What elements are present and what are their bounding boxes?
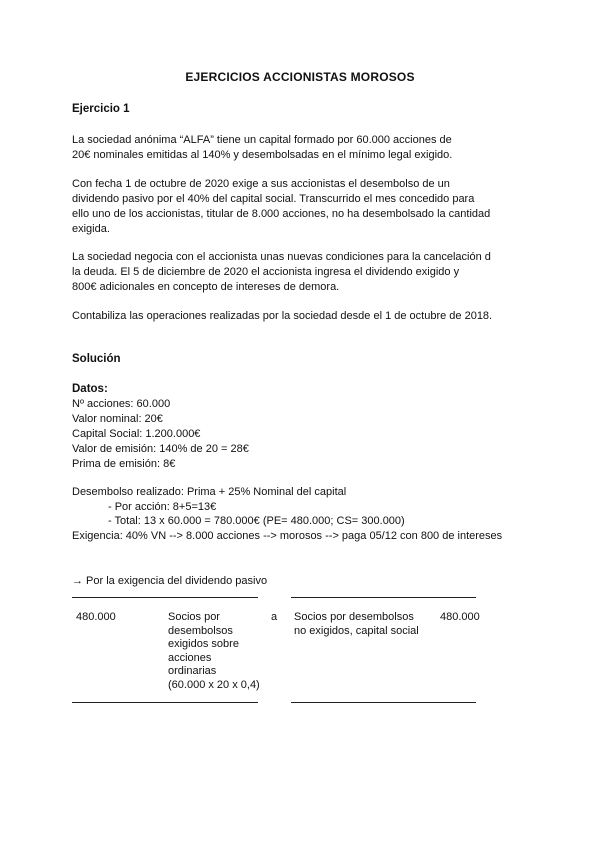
text-line: exigida. <box>72 223 110 235</box>
credit-account-line: Socios por desembolsos <box>294 611 414 623</box>
text-line: La sociedad negocia con el accionista unas nuevas condiciones para la cancelación d <box>72 251 491 263</box>
text-line: la deuda. El 5 de diciembre de 2020 el accionista ingresa el dividendo exigido y <box>72 266 460 278</box>
text-line: La sociedad anónima “ALFA” tiene un capital formado por 60.000 acciones de <box>72 134 452 146</box>
paragraph-instruction <box>72 309 512 324</box>
por-accion-line: - Por acción: 8+5=13€ <box>108 501 217 513</box>
credit-amount: 480.000 <box>440 611 480 623</box>
text-line: ello uno de los accionistas, titular de 8.000 acciones, no ha desembolsado la cantidad <box>72 208 491 220</box>
desembolso-line: Desembolso realizado: Prima + 25% Nominal del capital <box>72 486 347 498</box>
debit-account-line: Socios por <box>168 611 220 623</box>
debit-account-line: exigidos sobre <box>168 638 239 650</box>
credit-account <box>294 611 419 638</box>
data-line: Valor de emisión: 140% de 20 = 28€ <box>72 443 249 455</box>
journal-rule-bottom-right <box>291 702 476 703</box>
data-line: Prima de emisión: 8€ <box>72 458 176 470</box>
journal-connector: a <box>271 611 278 623</box>
debit-account-line: ordinarias <box>168 665 217 677</box>
text-line: 800€ adicionales en concepto de intereses de demora. <box>72 281 340 293</box>
data-line: Capital Social: 1.200.000€ <box>72 428 201 440</box>
text-line: 20€ nominales emitidas al 140% y desembolsadas en el mínimo legal exigido. <box>72 149 453 161</box>
exercise-heading: Ejercicio 1 <box>72 103 130 115</box>
credit-account-line: no exigidos, capital social <box>294 624 419 637</box>
debit-account-line: desembolsos <box>168 624 233 637</box>
total-line: - Total: 13 x 60.000 = 780.000€ (PE= 480.000; CS= 300.000) <box>108 515 405 527</box>
debit-account <box>168 611 260 692</box>
journal-caption: → Por la exigencia del dividendo pasivo <box>72 575 268 587</box>
text-line: Con fecha 1 de octubre de 2020 exige a sus accionistas el desembolso de un <box>72 178 450 190</box>
document-title: EJERCICIOS ACCIONISTAS MOROSOS <box>185 70 415 84</box>
text-line: Contabiliza las operaciones realizadas por la sociedad desde el 1 de octubre de 2018. <box>72 310 493 322</box>
paragraph-call <box>72 177 512 237</box>
debit-amount: 480.000 <box>76 611 116 623</box>
solution-heading: Solución <box>72 353 121 365</box>
debit-account-line: acciones <box>168 651 212 664</box>
journal-rule-bottom-left <box>72 702 258 703</box>
data-line: Nº acciones: 60.000 <box>72 398 171 410</box>
data-line: Valor nominal: 20€ <box>72 413 163 425</box>
text-line: dividendo pasivo por el 40% del capital social. Transcurrido el mes concedido para <box>72 193 475 205</box>
paragraph-statement <box>72 133 512 163</box>
debit-account-line: (60.000 x 20 x 0,4) <box>168 678 260 691</box>
journal-rule-top-left <box>72 597 258 598</box>
data-list <box>72 397 249 472</box>
paragraph-negotiation <box>72 250 512 295</box>
data-heading: Datos: <box>72 383 108 395</box>
exigencia-line: Exigencia: 40% VN --> 8.000 acciones --> morosos --> paga 05/12 con 800 de intereses <box>72 530 503 542</box>
journal-rule-top-right <box>291 597 476 598</box>
